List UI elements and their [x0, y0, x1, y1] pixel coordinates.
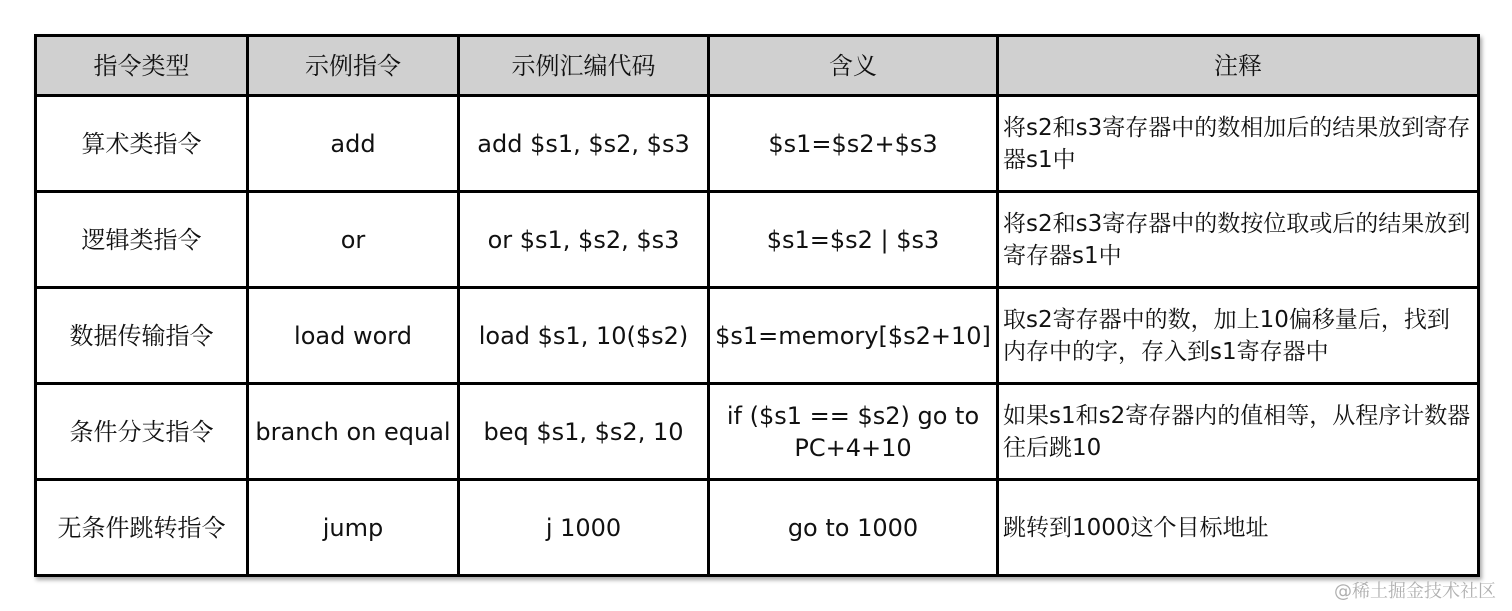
cell-example-instruction: load word — [248, 288, 459, 384]
cell-example-asm: or $s1, $s2, $s3 — [459, 192, 709, 288]
cell-example-instruction: jump — [248, 480, 459, 576]
cell-meaning: if ($s1 == $s2) go to PC+4+10 — [709, 384, 998, 480]
table-row — [36, 192, 1479, 288]
instruction-table — [34, 34, 1480, 577]
cell-note: 跳转到1000这个目标地址 — [998, 480, 1479, 576]
cell-example-asm: beq $s1, $s2, 10 — [459, 384, 709, 480]
cell-example-asm: load $s1, 10($s2) — [459, 288, 709, 384]
cell-example-instruction: branch on equal — [248, 384, 459, 480]
cell-note: 将s2和s3寄存器中的数相加后的结果放到寄存器s1中 — [998, 96, 1479, 192]
header-example-asm: 示例汇编代码 — [459, 36, 709, 96]
cell-instruction-type: 无条件跳转指令 — [36, 480, 248, 576]
table-row — [36, 96, 1479, 192]
instruction-table-container — [34, 34, 1477, 573]
cell-instruction-type: 数据传输指令 — [36, 288, 248, 384]
cell-instruction-type: 逻辑类指令 — [36, 192, 248, 288]
cell-example-instruction: add — [248, 96, 459, 192]
cell-example-instruction: or — [248, 192, 459, 288]
cell-instruction-type: 条件分支指令 — [36, 384, 248, 480]
table-row — [36, 384, 1479, 480]
cell-example-asm: add $s1, $s2, $s3 — [459, 96, 709, 192]
cell-note: 取s2寄存器中的数，加上10偏移量后，找到内存中的字，存入到s1寄存器中 — [998, 288, 1479, 384]
cell-example-asm: j 1000 — [459, 480, 709, 576]
cell-note: 将s2和s3寄存器中的数按位取或后的结果放到寄存器s1中 — [998, 192, 1479, 288]
header-meaning: 含义 — [709, 36, 998, 96]
table-row — [36, 480, 1479, 576]
header-example-instruction: 示例指令 — [248, 36, 459, 96]
table-row — [36, 288, 1479, 384]
header-note: 注释 — [998, 36, 1479, 96]
header-instruction-type: 指令类型 — [36, 36, 248, 96]
cell-instruction-type: 算术类指令 — [36, 96, 248, 192]
table-header-row — [36, 36, 1479, 96]
cell-meaning: $s1=$s2 | $s3 — [709, 192, 998, 288]
cell-meaning: $s1=memory[$s2+10] — [709, 288, 998, 384]
cell-meaning: go to 1000 — [709, 480, 998, 576]
watermark: @稀土掘金技术社区 — [1334, 581, 1496, 602]
cell-meaning: $s1=$s2+$s3 — [709, 96, 998, 192]
cell-note: 如果s1和s2寄存器内的值相等，从程序计数器往后跳10 — [998, 384, 1479, 480]
